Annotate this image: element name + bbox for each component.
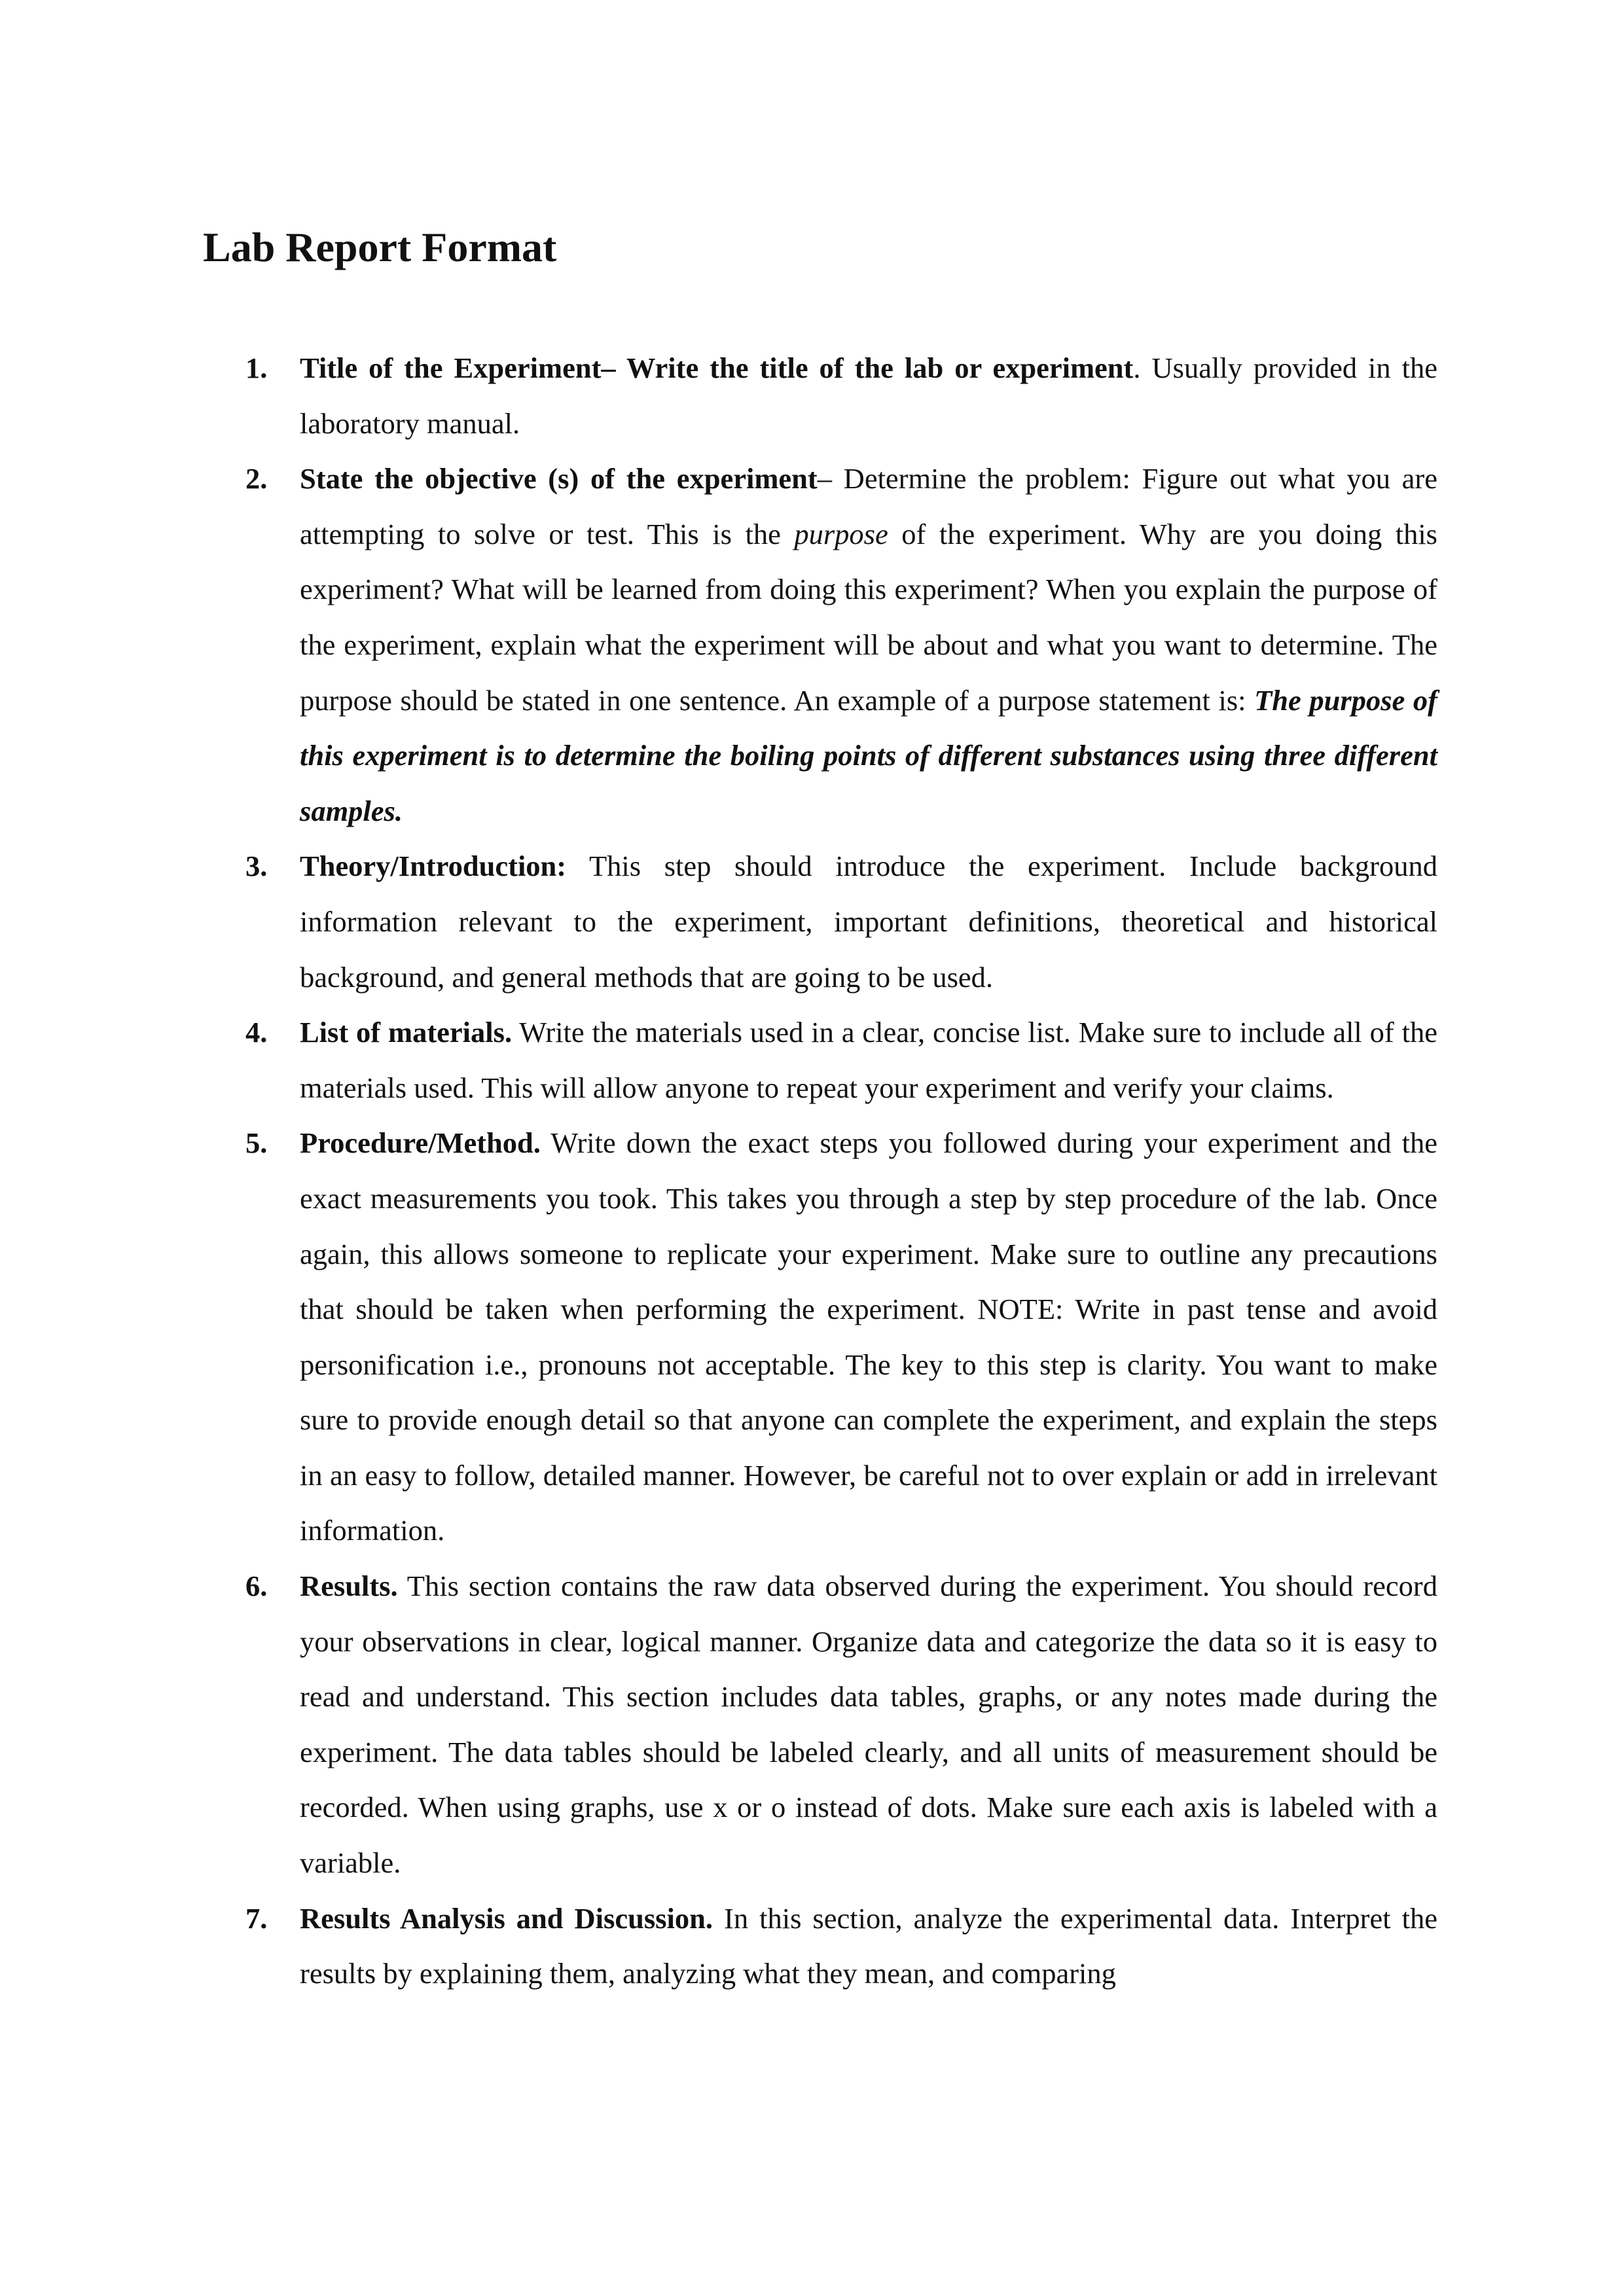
section-body: In this section, analyze the experimental data. Interpret the results by explaining them, analyzing what they mean, and comparing bbox=[300, 1901, 1438, 1990]
section-heading: State the objective (s) of the experiment bbox=[300, 462, 818, 495]
section-theory-introduction bbox=[0, 838, 1624, 1005]
section-heading: Results Analysis and Discussion. bbox=[300, 1901, 713, 1935]
section-heading: Procedure/Method. bbox=[300, 1126, 541, 1160]
section-heading: List of materials. bbox=[300, 1016, 513, 1049]
section-heading: Results. bbox=[300, 1570, 398, 1603]
section-number: 1. bbox=[245, 351, 268, 384]
section-title-of-experiment bbox=[0, 340, 1624, 451]
section-body: This section contains the raw data observed during the experiment. You should record your observations in clear, logical manner. Organize data and categorize the data so it is easy to read and understand. This section includes data tables, graphs, or any notes made during the experiment. The data tables should be labeled clearly, and all units of measurement should be recorded. When using graphs, use x or o instead of dots. Make sure each axis is labeled with a variable. bbox=[300, 1570, 1437, 1880]
section-number: 6. bbox=[245, 1570, 268, 1603]
section-body: Write down the exact steps you followed during your experiment and the exact measurements you took. This takes you through a step by step procedure of the lab. Once again, this allows someone to replicate your experiment. Make sure to outline any precautions that should be taken when performing the experiment. NOTE: Write in past tense and avoid personification i.e., pronouns not acceptable. The key to this step is clarity. You want to make sure to provide enough detail so that anyone can complete the experiment, and explain the steps in an easy to follow, detailed manner. However, be careful not to over explain or add in irrelevant information. bbox=[300, 1126, 1437, 1547]
section-results bbox=[0, 1558, 1624, 1891]
section-number: 7. bbox=[245, 1901, 268, 1935]
section-body-continued: of the experiment. Why are you doing this experiment? What will be learned from doing this experiment? When you explain the purpose of the experiment, explain what the experiment will be about and what you want to determine. The purpose should be stated in one sentence. An example of a purpose statement is: bbox=[300, 517, 1437, 717]
section-procedure-method bbox=[0, 1115, 1624, 1558]
section-number: 2. bbox=[245, 462, 268, 495]
italic-purpose-word: purpose bbox=[794, 517, 888, 550]
section-body: – Determine the problem: Figure out what you are attempting to solve or test. This is the bbox=[300, 462, 1437, 550]
section-results-analysis-discussion bbox=[0, 1891, 1624, 2001]
section-number: 3. bbox=[245, 850, 268, 883]
document-title: Lab Report Format bbox=[203, 224, 557, 270]
section-body: This step should introduce the experiment. Include background information relevant to the experiment, important definitions, theoretical and historical background, and general methods that are going to be used. bbox=[300, 850, 1437, 994]
section-objective bbox=[0, 451, 1624, 838]
section-number: 4. bbox=[245, 1016, 268, 1049]
example-purpose-statement: The purpose of this experiment is to determine the boiling points of different substances using three different samples. bbox=[300, 683, 1437, 827]
section-list-of-materials bbox=[0, 1005, 1624, 1115]
section-body: . Usually provided in the laboratory manual. bbox=[300, 351, 1437, 440]
section-heading: Theory/Introduction: bbox=[300, 850, 567, 883]
section-number: 5. bbox=[245, 1126, 268, 1160]
section-body: Write the materials used in a clear, concise list. Make sure to include all of the materials used. This will allow anyone to repeat your experiment and verify your claims. bbox=[300, 1016, 1437, 1104]
lab-report-sections-list bbox=[0, 340, 1624, 2001]
section-heading: Title of the Experiment– Write the title of the lab or experiment bbox=[300, 351, 1134, 384]
